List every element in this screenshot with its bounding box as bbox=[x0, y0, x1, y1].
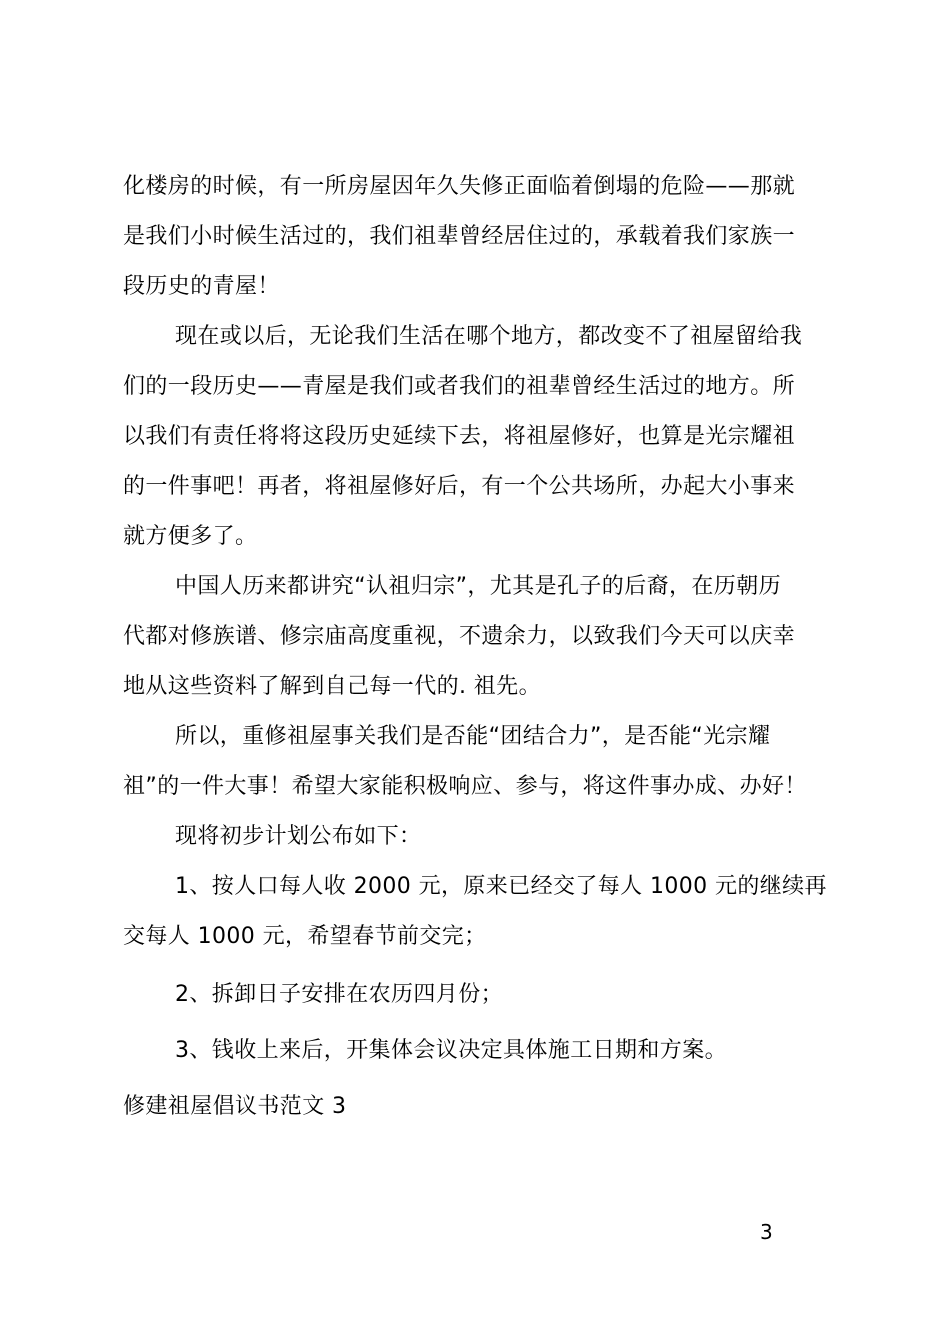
text-line: 段历史的青屋！ bbox=[123, 274, 280, 299]
section-heading: 修建祖屋倡议书范文 3 bbox=[123, 1094, 347, 1119]
text-line: 1、按人口每人收 2000 元，原来已经交了每人 1000 元的继续再 bbox=[175, 874, 827, 899]
text-line: 地从这些资料了解到自己每一代的. 祖先。 bbox=[123, 674, 541, 699]
text-line: 交每人 1000 元，希望春节前交完； bbox=[123, 924, 487, 949]
text-line: 现将初步计划公布如下： bbox=[175, 824, 422, 849]
text-line: 所以，重修祖屋事关我们是否能“团结合力”，是否能“光宗耀 bbox=[175, 724, 771, 749]
text-line: 祖”的一件大事！希望大家能积极响应、参与，将这件事办成、办好！ bbox=[123, 774, 807, 799]
text-line: 化楼房的时候，有一所房屋因年久失修正面临着倒塌的危险——那就 bbox=[123, 174, 796, 199]
text-line: 就方便多了。 bbox=[123, 524, 258, 549]
text-line: 以我们有责任将将这段历史延续下去，将祖屋修好，也算是光宗耀祖 bbox=[123, 424, 796, 449]
text-line: 现在或以后，无论我们生活在哪个地方，都改变不了祖屋留给我 bbox=[175, 324, 803, 349]
text-line: 们的一段历史——青屋是我们或者我们的祖辈曾经生活过的地方。所 bbox=[123, 374, 796, 399]
text-line: 是我们小时候生活过的，我们祖辈曾经居住过的，承载着我们家族一 bbox=[123, 224, 796, 249]
text-line: 2、拆卸日子安排在农历四月份； bbox=[175, 982, 503, 1007]
text-line: 代都对修族谱、修宗庙高度重视，不遗余力，以致我们今天可以庆幸 bbox=[123, 624, 796, 649]
page-number: 3 bbox=[760, 1220, 773, 1244]
text-line: 的一件事吧！再者，将祖屋修好后，有一个公共场所，办起大小事来 bbox=[123, 474, 796, 499]
text-line: 中国人历来都讲究“认祖归宗”，尤其是孔子的后裔，在历朝历 bbox=[175, 574, 781, 599]
text-line: 3、钱收上来后，开集体会议决定具体施工日期和方案。 bbox=[175, 1038, 727, 1063]
